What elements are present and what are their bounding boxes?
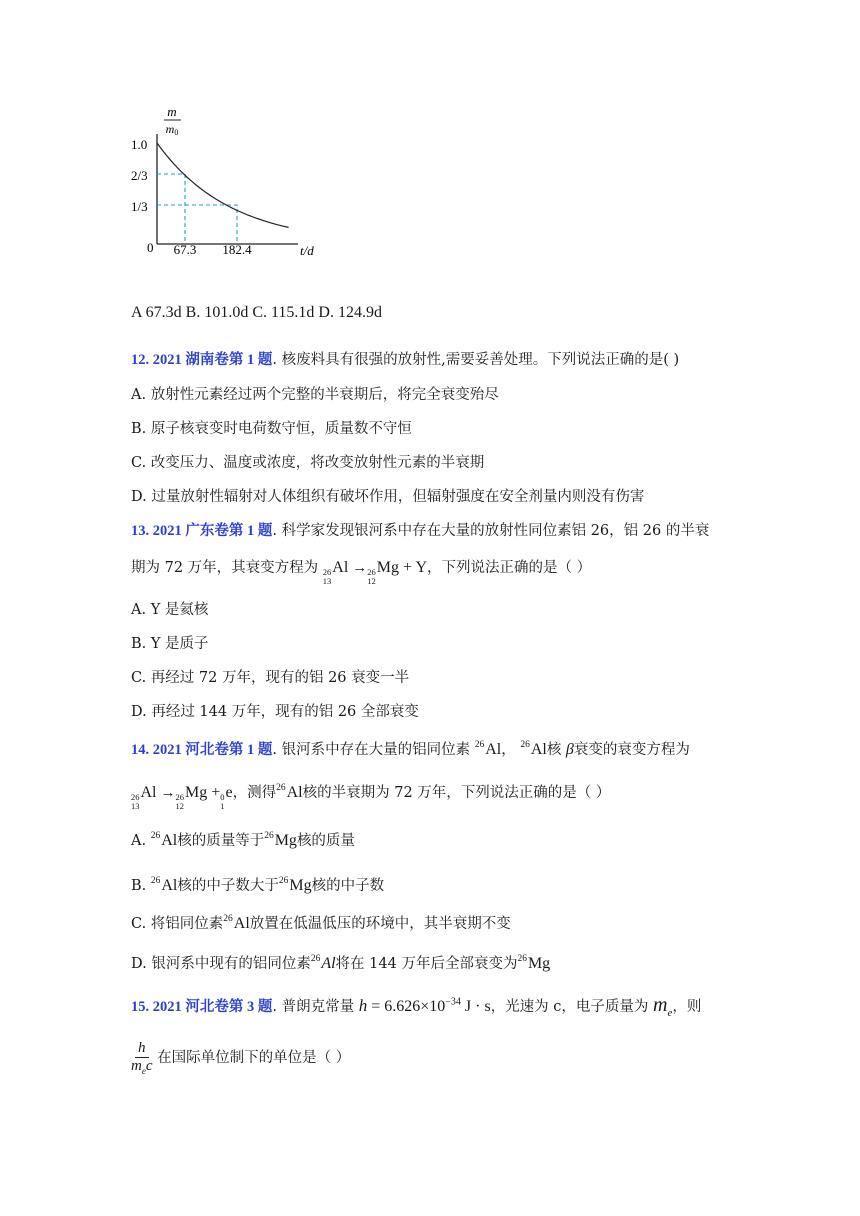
q14-b-label: B.: [131, 878, 147, 894]
q15-stem1c: ，则: [672, 999, 702, 1015]
q14-stem1a: . 银河系中存在大量的铝同位素: [272, 742, 471, 758]
q14-head: 14. 2021 河北卷第 1 题: [131, 742, 273, 758]
planck-constant: $h = 6.626\times 10^{-34}$ J · s: [358, 996, 491, 1015]
q13-equation: 26 13 Al → 26 12 Mg + Y: [322, 559, 427, 586]
al26-symbol: $^{26}$Al: [223, 914, 250, 932]
q14-equation: 26 13 Al → 26 12 Mg + 0 1 e: [131, 784, 233, 811]
frac-denominator: $m_ec$: [131, 1058, 153, 1076]
q12-option-a: A. 放射性元素经过两个完整的半衰期后，将完全衰变殆尽: [131, 387, 499, 403]
q13-stem2a: 期为 72 万年，其衰变方程为: [131, 560, 319, 576]
y-tick-label: 1.0: [131, 137, 148, 152]
q14-d-text: D. 银河系中现有的铝同位素: [131, 956, 311, 972]
q13-option-a: A. Y 是氦核: [131, 602, 209, 618]
guide-1-3: [157, 205, 237, 244]
q14-c-text2: 放置在低温低压的环境中，其半衰期不变: [249, 916, 511, 932]
q15-stem-line2: [131, 1040, 350, 1076]
q14-option-d: [131, 952, 550, 973]
planck-exponent: −34: [445, 996, 461, 1008]
al26-symbol: $^{26}$Al: [310, 954, 336, 972]
q14-stem2: ，测得: [232, 785, 277, 801]
decay-curve: [157, 143, 289, 227]
q11-options: A 67.3d B. 101.0d C. 115.1d D. 124.9d: [131, 304, 382, 321]
q14-stem-line2: [131, 781, 610, 811]
q12-option-d: D. 过量放射性辐射对人体组织有破坏作用，但辐射强度在安全剂量内则没有伤害: [131, 489, 645, 505]
origin-label: 0: [147, 240, 154, 255]
y-tick-label: 1/3: [131, 199, 148, 214]
h-over-mec: [131, 1040, 153, 1076]
q13-head: 13. 2021 广东卷第 1 题: [131, 523, 273, 539]
q14-option-a: [131, 829, 355, 850]
q13-option-b: B. Y 是质子: [131, 636, 209, 652]
q12-stem: [131, 348, 679, 369]
me-symbol: m: [653, 994, 668, 1016]
q14-stem: 14. 2021 河北卷第 1 题. 银河系中存在大量的铝同位素 $^{26}$Al， $^{26}$Al核 β衰变的衰变方程为: [131, 740, 690, 758]
q12-option-c: C. 改变压力、温度或浓度，将改变放射性元素的半衰期: [131, 455, 485, 471]
q13-option-d: D. 再经过 144 万年，现有的铝 26 全部衰变: [131, 704, 419, 720]
al26-symbol: $^{26}$Al: [150, 876, 178, 894]
q13-stem2b: ，下列说法正确的是（ ）: [427, 560, 592, 576]
q14-option-b: [131, 874, 384, 895]
planck-unit: J · s: [460, 998, 491, 1015]
q12-stem-text: . 核废料具有很强的放射性,需要妥善处理。下列说法正确的是( ): [272, 352, 680, 368]
x-tick-label: 67.3: [173, 242, 197, 257]
x-tick-label: 182.4: [222, 242, 252, 257]
y-label-den: m0: [165, 122, 179, 137]
al26-symbol: $^{26}$Al: [474, 740, 502, 758]
q14-a-text: 核的质量等于: [177, 833, 265, 849]
q13-stem-line2: [131, 556, 591, 586]
mg26-symbol: $^{26}$Mg: [278, 876, 312, 894]
beta-symbol: β: [565, 741, 574, 758]
q13-stem: [131, 519, 709, 540]
al26-symbol: $^{26}$Al: [276, 783, 303, 801]
q15-stem2: 在国际单位制下的单位是（ ）: [157, 1050, 351, 1066]
q14-d-text2: 将在 144 万年后全部衰变为: [335, 956, 518, 972]
q14-a-label: A.: [131, 833, 147, 849]
mg26-symbol: $^{26}$Mg: [517, 954, 551, 972]
mg26-symbol: $^{26}$Mg: [264, 831, 297, 849]
me-subscript: e: [667, 1007, 673, 1019]
q14-c-text: C. 将铝同位素: [131, 916, 224, 932]
frac-numerator: h: [135, 1040, 149, 1058]
al26-symbol: $^{26}$Al: [150, 831, 178, 849]
q15-stem1b: ，光速为 c，电子质量为: [490, 999, 649, 1015]
q14-stem1b: 核: [546, 742, 562, 758]
q14-a-text2: 核的质量: [296, 833, 355, 849]
q15-stem: [131, 994, 701, 1019]
y-tick-label: 2/3: [131, 168, 148, 183]
electron-mass: [653, 994, 673, 1019]
q14-b-text2: 核的中子数: [311, 878, 385, 894]
q14-option-c: [131, 912, 511, 933]
decay-chart: [128, 102, 328, 267]
guide-2-3: [157, 174, 185, 244]
q15-stem1a: . 普朗克常量: [272, 999, 355, 1015]
q13-stem-text: . 科学家发现银河系中存在大量的放射性同位素铝 26，铝 26 的半衰: [272, 523, 710, 539]
y-label-num: m: [167, 104, 177, 119]
q12-option-b: B. 原子核衰变时电荷数守恒，质量数不守恒: [131, 421, 412, 437]
q12-head: 12. 2021 湖南卷第 1 题: [131, 352, 273, 368]
q14-stem1c: 衰变的衰变方程为: [573, 742, 690, 758]
q13-option-c: C. 再经过 72 万年，现有的铝 26 衰变一半: [131, 670, 410, 686]
q14-stem2b: 核的半衰期为 72 万年，下列说法正确的是（ ）: [302, 785, 611, 801]
x-axis-label: t/d: [300, 243, 314, 258]
q14-b-text: 核的中子数大于: [177, 878, 279, 894]
q15-head: 15. 2021 河北卷第 3 题: [131, 999, 273, 1015]
al26-symbol: $^{26}$Al: [520, 740, 547, 758]
